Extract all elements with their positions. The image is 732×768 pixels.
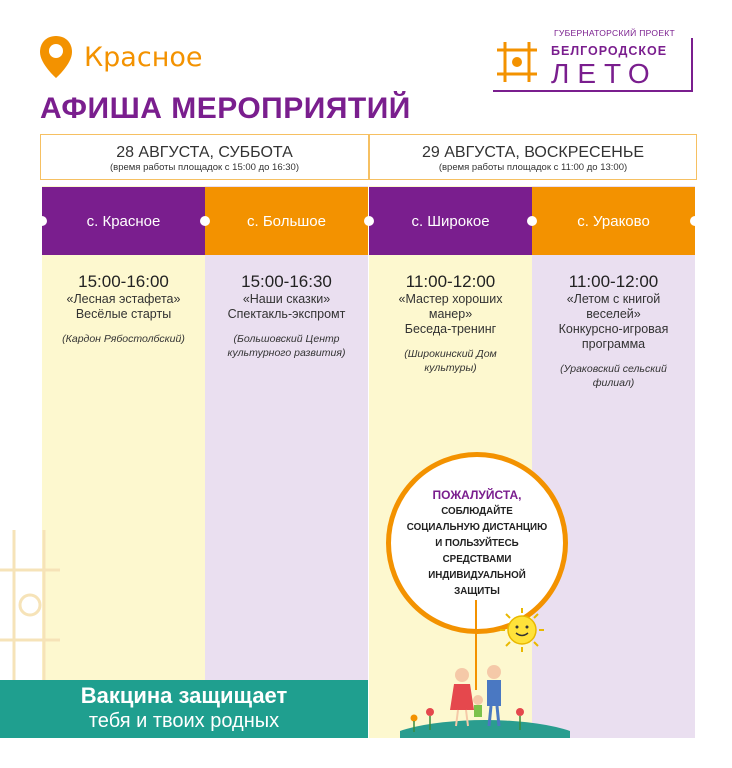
ticket-notch [364,216,374,226]
location-header [38,34,202,80]
event-cell-shirokoe [369,272,532,375]
event-title: «Наши сказки» [242,292,331,306]
event-cell-krasnoe [42,272,205,346]
location-pin-icon [38,34,74,80]
notice-line: И ПОЛЬЗУЙТЕСЬ [435,537,519,549]
venue-tab-urakovo: с. Ураково [532,187,695,255]
logo-line-2: ЛЕТО [551,58,658,89]
event-type-cont: программа [581,337,646,351]
project-logo [493,28,698,98]
notice-line: СОБЛЮДАЙТЕ [441,505,513,517]
venue-tab-krasnoe: с. Красное [42,187,205,255]
event-type: Спектакль-экспромт [227,307,346,321]
logo-caption: ГУБЕРНАТОРСКИЙ ПРОЕКТ [551,28,678,38]
venue-tab-shirokoe: с. Широкое [369,187,532,255]
column-background [205,186,368,738]
ticket-notch [37,216,47,226]
event-time: 15:00-16:00 [78,272,169,291]
event-time: 15:00-16:30 [241,272,332,291]
day-hours: (время работы площадок с 15:00 до 16:30) [110,162,299,173]
event-type: Конкурсно-игровая [558,322,669,336]
day-header-1 [40,134,369,180]
event-place: (Ураковский сельский филиал) [560,363,667,389]
notice-line: ЗАЩИТЫ [454,585,500,597]
event-place: (Кардон Рябостолбский) [62,333,185,345]
event-type: Весёлые старты [75,307,172,321]
sun-grid-logo-icon [495,40,539,84]
event-type: Беседа-тренинг [404,322,497,336]
day-date: 29 АВГУСТА, ВОСКРЕСЕНЬЕ [422,144,644,161]
event-place: (Большовский Центр культурного развития) [227,333,346,359]
event-title: «Летом с книгой [566,292,661,306]
page-title: АФИША МЕРОПРИЯТИЙ [40,92,411,125]
logo-line-1: БЕЛГОРОДСКОЕ [551,44,668,58]
day-hours: (время работы площадок с 11:00 до 13:00) [438,162,628,173]
column-background [42,186,205,738]
vaccine-banner [0,680,368,738]
location-name: Красное [84,41,203,73]
sun-icon [500,608,544,652]
ticket-notch [690,216,700,226]
vaccine-subline: тебя и твоих родных [88,710,280,732]
venue-tab-bolshoe: с. Большое [205,187,368,255]
ticket-notch [527,216,537,226]
notice-line: СРЕДСТВАМИ [442,553,512,565]
day-date: 28 АВГУСТА, СУББОТА [116,144,293,161]
event-place: (Широкинский Дом культуры) [404,348,497,374]
vaccine-headline: Вакцина защищает [80,683,288,708]
notice-line: СОЦИАЛЬНУЮ ДИСТАНЦИЮ [406,521,548,533]
event-time: 11:00-12:00 [405,272,496,291]
sun-pattern-decoration [0,530,60,680]
event-cell-bolshoe [205,272,368,360]
event-title: «Мастер хороших [398,292,503,306]
event-time: 11:00-12:00 [568,272,659,291]
family-illustration-icon [400,600,570,738]
day-header-2 [369,134,697,180]
event-title-cont: веселей» [586,307,641,321]
event-cell-urakovo [532,272,695,390]
notice-line: ИНДИВИДУАЛЬНОЙ [428,569,526,581]
ticket-notch [200,216,210,226]
event-title: «Лесная эстафета» [66,292,181,306]
event-title-cont: манер» [428,307,473,321]
notice-heading: ПОЖАЛУЙСТА, [432,487,522,502]
